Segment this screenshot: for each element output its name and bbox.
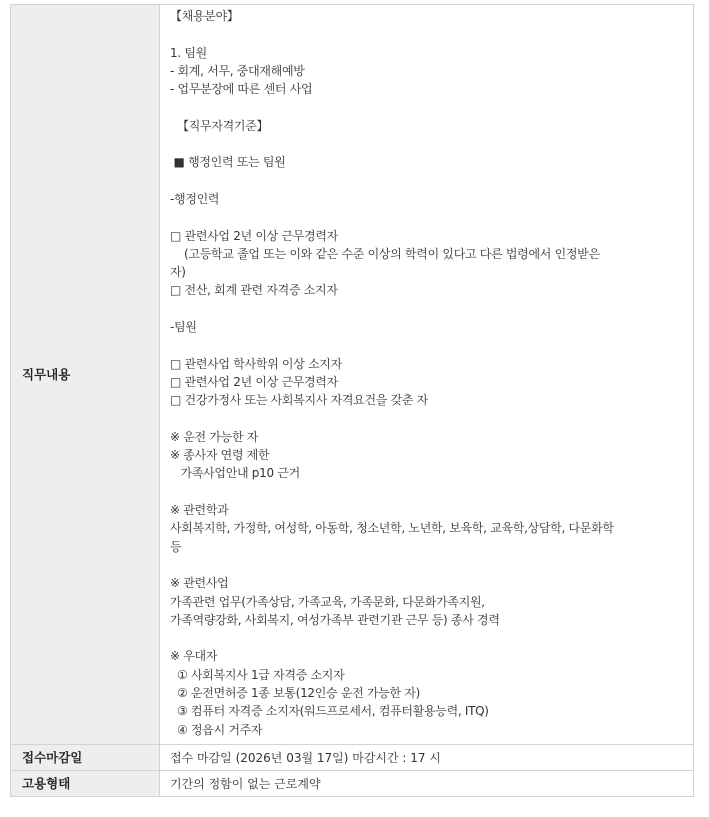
- duty-line: □ 관련사업 2년 이상 근무경력자: [170, 228, 338, 243]
- duty-line: 등: [170, 539, 182, 554]
- job-duties-row: [11, 5, 694, 745]
- duty-line: [170, 410, 693, 428]
- duty-line: 【직무자격기준】: [170, 118, 269, 133]
- duty-line: 가족관련 업무(가족상담, 가족교육, 가족문화, 다문화가족지원,: [170, 594, 485, 609]
- employment-type-label: 고용형태: [11, 770, 160, 796]
- deadline-value: 접수 마감일 (2026년 03월 17일) 마감시간 : 17 시: [160, 744, 694, 770]
- duty-line: ④ 정읍시 거주자: [170, 722, 263, 737]
- duty-line: ■ 행정인력 또는 팀원: [170, 155, 286, 170]
- duty-line: □ 관련사업 학사학위 이상 소지자: [170, 356, 342, 371]
- employment-type-value: 기간의 정함이 없는 근로계약: [160, 770, 694, 796]
- duty-line: -팀원: [170, 320, 197, 335]
- duty-line: [170, 135, 693, 153]
- duty-line: 가족역량강화, 사회복지, 여성가족부 관련기관 근무 등) 종사 경력: [170, 612, 500, 627]
- duty-line: [170, 172, 693, 190]
- duty-line: [170, 336, 693, 354]
- duty-line: □ 건강가정사 또는 사회복지사 자격요건을 갖춘 자: [170, 393, 428, 408]
- duty-line: 1. 팀원: [170, 45, 207, 60]
- duty-line: - 회계, 서무, 중대재해예방: [170, 63, 305, 78]
- duty-line: 가족사업안내 p10 근거: [170, 466, 300, 481]
- duty-line: ※ 종사자 연령 제한: [170, 448, 270, 463]
- employment-type-row: [11, 770, 694, 796]
- job-duties-content: [160, 5, 694, 745]
- duty-line: [170, 300, 693, 318]
- duty-line: [170, 483, 693, 501]
- duty-line: 【채용분야】: [170, 9, 239, 23]
- duty-line: [170, 208, 693, 226]
- duty-line: ※ 우대자: [170, 649, 218, 664]
- duty-line: ② 운전면허증 1종 보통(12인승 운전 가능한 자): [170, 685, 421, 700]
- duty-line: [170, 25, 693, 43]
- duty-line: (고등학교 졸업 또는 이와 같은 수준 이상의 학력이 있다고 다른 법령에서 인정받은: [170, 246, 600, 261]
- duty-line: 사회복지학, 가정학, 여성학, 아동학, 청소년학, 노년학, 보육학, 교육학,상담학, 다문화학: [170, 521, 614, 536]
- duty-line: ※ 관련사업: [170, 576, 229, 591]
- job-info-table: [10, 4, 694, 797]
- duty-line: ※ 운전 가능한 자: [170, 429, 259, 444]
- duty-line: ① 사회복지사 1급 자격증 소지자: [170, 667, 345, 682]
- duty-line: [170, 629, 693, 647]
- duty-line: □ 관련사업 2년 이상 근무경력자: [170, 374, 338, 389]
- duty-line: ③ 컴퓨터 자격증 소지자(워드프로세서, 컴퓨터활용능력, ITQ): [170, 704, 489, 719]
- deadline-label: 접수마감일: [11, 744, 160, 770]
- duty-line: 자): [170, 265, 186, 280]
- duty-line: - 업무분장에 따른 센터 사업: [170, 82, 313, 97]
- duty-line: [170, 556, 693, 574]
- duty-line: -행정인력: [170, 191, 220, 206]
- duty-line: ※ 관련학과: [170, 503, 229, 518]
- job-duties-label: 직무내용: [11, 5, 160, 745]
- duty-line: [170, 98, 693, 116]
- duty-line: □ 전산, 회계 관련 자격증 소지자: [170, 283, 338, 298]
- job-duties-lines: [170, 7, 693, 739]
- deadline-row: [11, 744, 694, 770]
